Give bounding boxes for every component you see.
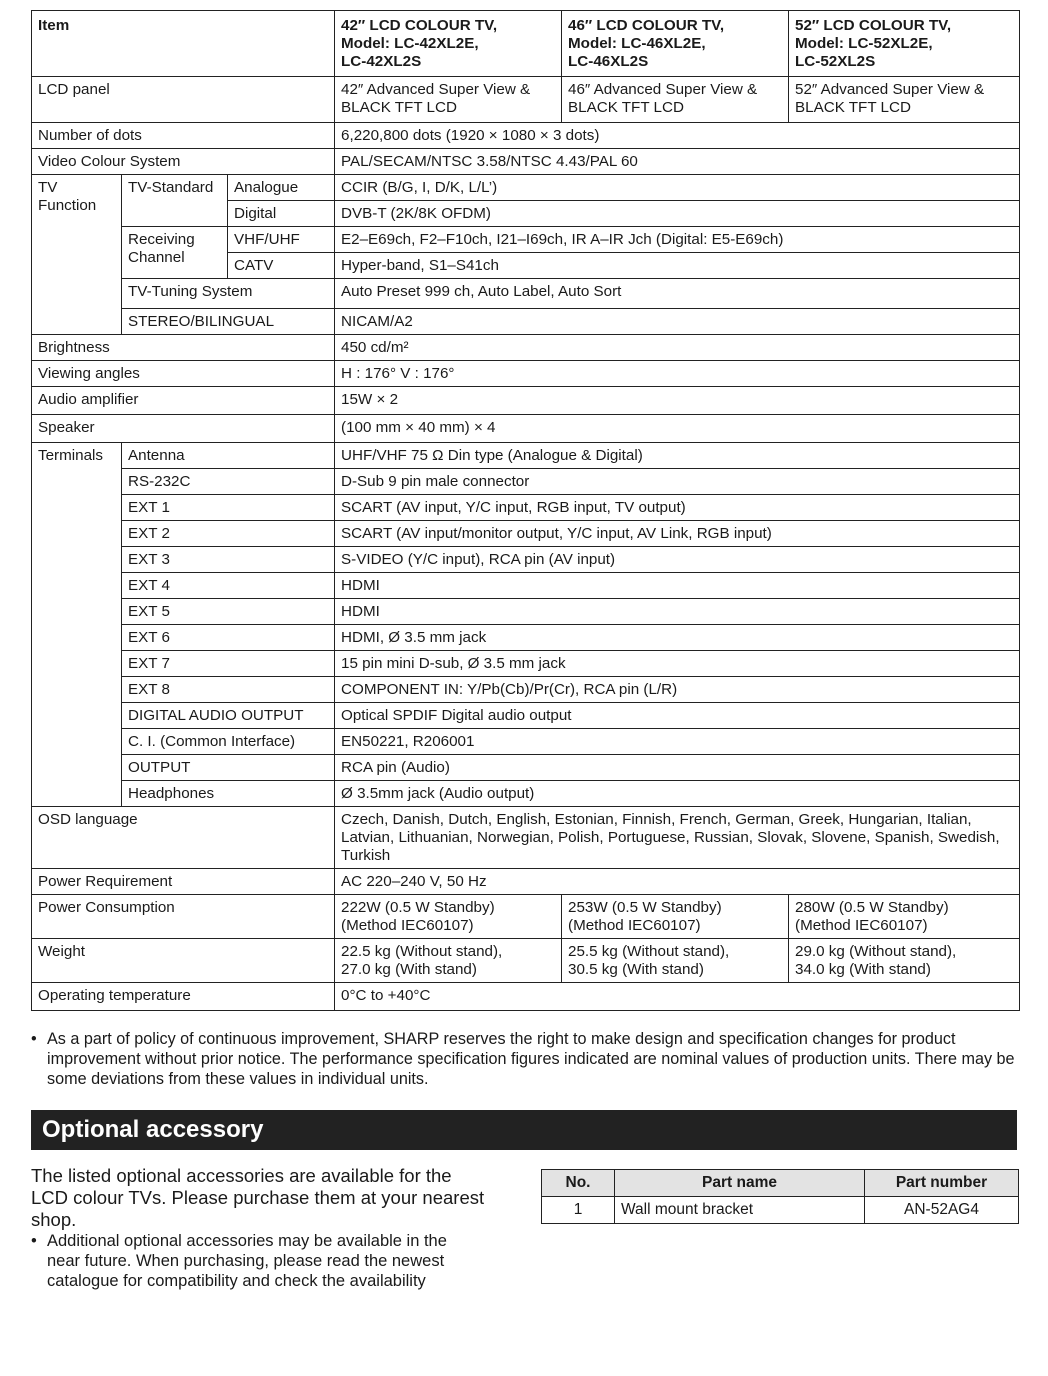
power-consumption-42: 222W (0.5 W Standby) (Method IEC60107) [335,895,562,939]
terminal-value: S-VIDEO (Y/C input), RCA pin (AV input) [335,547,1020,573]
specifications-table [31,10,1020,1011]
lcd-panel-42: 42″ Advanced Super View & BLACK TFT LCD [335,77,562,123]
terminal-row [32,755,1020,781]
terminal-row [32,651,1020,677]
model-header-52: 52″ LCD COLOUR TV, Model: LC-52XL2E, LC-52XL2S [789,11,1020,77]
operating-temperature-row [32,983,1020,1011]
accessory-part-number: AN-52AG4 [865,1197,1019,1224]
row-label: Viewing angles [32,361,335,387]
terminal-name: Antenna [122,443,335,469]
terminal-name: EXT 2 [122,521,335,547]
row-value: H : 176° V : 176° [335,361,1020,387]
terminal-row [32,495,1020,521]
power-consumption-row [32,895,1020,939]
header-no: No. [542,1170,615,1197]
terminal-row [32,729,1020,755]
video-colour-system-row [32,149,1020,175]
weight-42: 22.5 kg (Without stand), 27.0 kg (With stand) [335,939,562,983]
terminal-row [32,703,1020,729]
row-value: 6,220,800 dots (1920 × 1080 × 3 dots) [335,123,1020,149]
row-value: Czech, Danish, Dutch, English, Estonian, Finnish, French, German, Greek, Hungarian, Italian, Latvian, Lithuanian, Norwegian, Polish, Portuguese, Russian, Slovak, Slovene, Spanish, Swedish, Turkish [335,807,1020,869]
tuning-label: TV-Tuning System [122,279,335,309]
item-header: Item [32,11,335,77]
terminal-row [32,573,1020,599]
row-label: Video Colour System [32,149,335,175]
row-label: Weight [32,939,335,983]
terminal-value: HDMI [335,599,1020,625]
lcd-panel-row [32,77,1020,123]
row-value: 0°C to +40°C [335,983,1020,1011]
row-label: Brightness [32,335,335,361]
stereo-label: STEREO/BILINGUAL [122,309,335,335]
brightness-row [32,335,1020,361]
weight-46: 25.5 kg (Without stand), 30.5 kg (With stand) [562,939,789,983]
terminal-row [32,781,1020,807]
digital-label: Digital [228,201,335,227]
analogue-label: Analogue [228,175,335,201]
accessory-intro: The listed optional accessories are available for the LCD colour TVs. Please purchase them at your nearest shop. [31,1165,485,1230]
weight-52: 29.0 kg (Without stand), 34.0 kg (With stand) [789,939,1020,983]
terminal-name: Headphones [122,781,335,807]
power-consumption-46: 253W (0.5 W Standby) (Method IEC60107) [562,895,789,939]
terminal-value: SCART (AV input/monitor output, Y/C input, AV Link, RGB input) [335,521,1020,547]
terminal-name: RS-232C [122,469,335,495]
row-label: Power Requirement [32,869,335,895]
terminal-name: EXT 1 [122,495,335,521]
catv-value: Hyper-band, S1–S41ch [335,253,1020,279]
terminal-value: RCA pin (Audio) [335,755,1020,781]
terminal-row [32,469,1020,495]
terminal-value: UHF/VHF 75 Ω Din type (Analogue & Digital) [335,443,1020,469]
stereo-value: NICAM/A2 [335,309,1020,335]
terminal-name: EXT 6 [122,625,335,651]
terminals-label: Terminals [32,443,122,807]
receiving-channel-label: Receiving Channel [122,227,228,279]
tv-function-label: TV Function [32,175,122,335]
row-label: Audio amplifier [32,387,335,415]
terminal-name: EXT 3 [122,547,335,573]
terminal-row [32,599,1020,625]
lcd-panel-52: 52″ Advanced Super View & BLACK TFT LCD [789,77,1020,123]
terminal-value: SCART (AV input, Y/C input, RGB input, TV output) [335,495,1020,521]
row-label: Number of dots [32,123,335,149]
model-header-42: 42″ LCD COLOUR TV, Model: LC-42XL2E, LC-42XL2S [335,11,562,77]
power-consumption-52: 280W (0.5 W Standby) (Method IEC60107) [789,895,1020,939]
terminal-row [32,677,1020,703]
header-part-name: Part name [615,1170,865,1197]
terminal-name: OUTPUT [122,755,335,781]
accessory-row [542,1197,1019,1224]
terminal-value: HDMI [335,573,1020,599]
terminal-row [32,547,1020,573]
power-requirement-row [32,869,1020,895]
improvement-note-text: As a part of policy of continuous improvement, SHARP reserves the right to make design and specification changes for product improvement without prior notice. The performance specification figures indicated are nominal values of production units. There may be some deviations from these values in individual units. [47,1030,1015,1088]
terminal-value: COMPONENT IN: Y/Pb(Cb)/Pr(Cr), RCA pin (L/R) [335,677,1020,703]
vhf-uhf-value: E2–E69ch, F2–F10ch, I21–I69ch, IR A–IR Jch (Digital: E5-E69ch) [335,227,1020,253]
terminal-name: EXT 5 [122,599,335,625]
catv-label: CATV [228,253,335,279]
row-value: 15W × 2 [335,387,1020,415]
row-label: Speaker [32,415,335,443]
terminal-name: EXT 8 [122,677,335,703]
audio-amplifier-row [32,387,1020,415]
terminal-row [32,625,1020,651]
number-of-dots-row [32,123,1020,149]
stereo-bilingual-row [32,309,1020,335]
model-header-46: 46″ LCD COLOUR TV, Model: LC-46XL2E, LC-46XL2S [562,11,789,77]
row-label: Power Consumption [32,895,335,939]
row-value: PAL/SECAM/NTSC 3.58/NTSC 4.43/PAL 60 [335,149,1020,175]
analogue-value: CCIR (B/G, I, D/K, L/L’) [335,175,1020,201]
header-part-number: Part number [865,1170,1019,1197]
terminal-value: Optical SPDIF Digital audio output [335,703,1020,729]
row-value: (100 mm × 40 mm) × 4 [335,415,1020,443]
row-value: 450 cd/m² [335,335,1020,361]
accessory-note [31,1231,511,1291]
accessory-table [541,1169,1019,1224]
row-value: AC 220–240 V, 50 Hz [335,869,1020,895]
accessory-note-text: Additional optional accessories may be available in the near future. When purchasing, please read the newest catalogue for compatibility and check the availability [47,1232,447,1290]
terminal-value: HDMI, Ø 3.5 mm jack [335,625,1020,651]
row-label: LCD panel [32,77,335,123]
terminal-name: EXT 7 [122,651,335,677]
improvement-note [31,1029,1026,1089]
terminal-row [32,443,1020,469]
bullet: • [31,1030,37,1048]
terminal-value: 15 pin mini D-sub, Ø 3.5 mm jack [335,651,1020,677]
tv-function-analogue-row [32,175,1020,201]
bullet: • [31,1232,37,1250]
terminal-name: C. I. (Common Interface) [122,729,335,755]
terminal-name: EXT 4 [122,573,335,599]
terminals-section [32,443,1020,807]
tv-function-vhf-uhf-row [32,227,1020,253]
terminal-name: DIGITAL AUDIO OUTPUT [122,703,335,729]
osd-language-row [32,807,1020,869]
spec-header-row [32,11,1020,77]
row-label: OSD language [32,807,335,869]
terminal-value: Ø 3.5mm jack (Audio output) [335,781,1020,807]
accessory-header-row [542,1170,1019,1197]
digital-value: DVB-T (2K/8K OFDM) [335,201,1020,227]
terminal-value: D-Sub 9 pin male connector [335,469,1020,495]
weight-row [32,939,1020,983]
terminal-value: EN50221, R206001 [335,729,1020,755]
tuning-value: Auto Preset 999 ch, Auto Label, Auto Sort [335,279,1020,309]
speaker-row [32,415,1020,443]
accessory-part-name: Wall mount bracket [615,1197,865,1224]
lcd-panel-46: 46″ Advanced Super View & BLACK TFT LCD [562,77,789,123]
vhf-uhf-label: VHF/UHF [228,227,335,253]
tv-tuning-system-row [32,279,1020,309]
accessory-no: 1 [542,1197,615,1224]
row-label: Operating temperature [32,983,335,1011]
viewing-angles-row [32,361,1020,387]
optional-accessory-heading: Optional accessory [31,1110,1017,1150]
terminal-row [32,521,1020,547]
tv-standard-label: TV-Standard [122,175,228,227]
